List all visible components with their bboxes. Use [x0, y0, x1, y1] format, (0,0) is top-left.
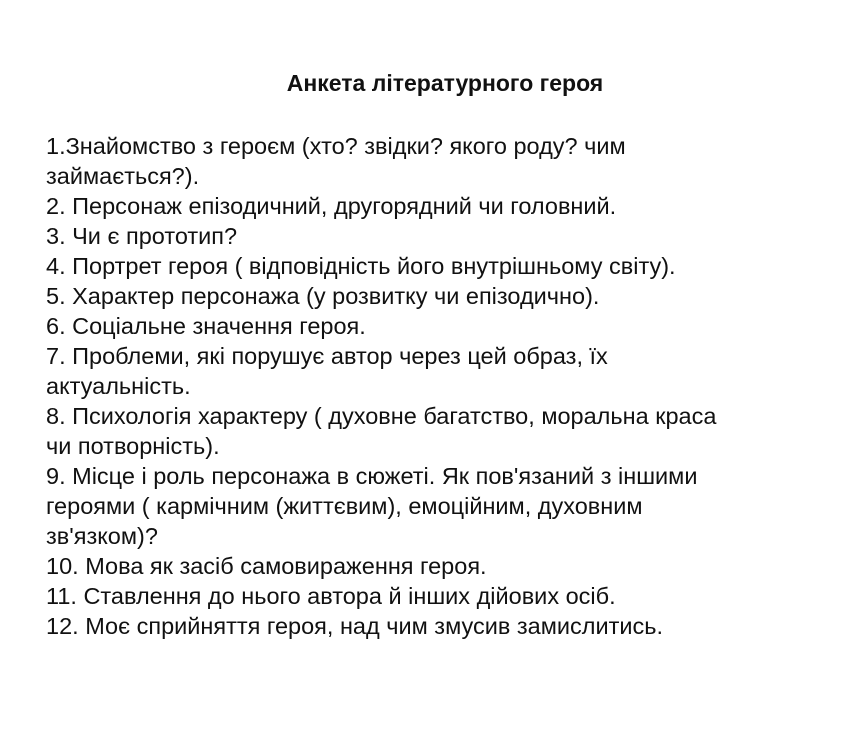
- item-line: чи потворність).: [46, 433, 220, 459]
- item-line: 10. Мова як засіб самовираження героя.: [46, 553, 487, 579]
- item-line: героями ( кармічним (життєвим), емоційним, духовним: [46, 493, 643, 519]
- list-item: [46, 281, 846, 311]
- list-item: [46, 311, 846, 341]
- list-item: [46, 611, 846, 641]
- item-line: 7. Проблеми, які порушує автор через цей образ, їх: [46, 343, 608, 369]
- list-item: [46, 401, 846, 461]
- item-line: 12. Моє сприйняття героя, над чим змусив замислитись.: [46, 613, 664, 639]
- item-line: зв'язком)?: [46, 523, 158, 549]
- list-item: [46, 221, 846, 251]
- item-line: 3. Чи є прототип?: [46, 223, 238, 249]
- item-line: 4. Портрет героя ( відповідність його внутрішньому світу).: [46, 253, 676, 279]
- list-item: [46, 461, 846, 551]
- list-item: [46, 251, 846, 281]
- list-item: [46, 341, 846, 401]
- item-line: займається?).: [46, 163, 200, 189]
- questionnaire-list: [46, 131, 846, 641]
- item-line: 11. Ставлення до нього автора й інших дійових осіб.: [46, 583, 616, 609]
- item-line: 2. Персонаж епізодичний, другорядний чи головний.: [46, 193, 617, 219]
- item-line: 1.Знайомство з героєм (хто? звідки? якого роду? чим: [46, 133, 626, 159]
- item-line: актуальність.: [46, 373, 191, 399]
- item-line: 8. Психологія характеру ( духовне багатство, моральна краса: [46, 403, 717, 429]
- item-line: 6. Соціальне значення героя.: [46, 313, 366, 339]
- item-line: 5. Характер персонажа (у розвитку чи епізодично).: [46, 283, 600, 309]
- list-item: [46, 131, 846, 191]
- item-line: 9. Місце і роль персонажа в сюжеті. Як пов'язаний з іншими: [46, 463, 698, 489]
- document-title: Анкета літературного героя: [286, 70, 604, 96]
- list-item: [46, 581, 846, 611]
- list-item: [46, 191, 846, 221]
- list-item: [46, 551, 846, 581]
